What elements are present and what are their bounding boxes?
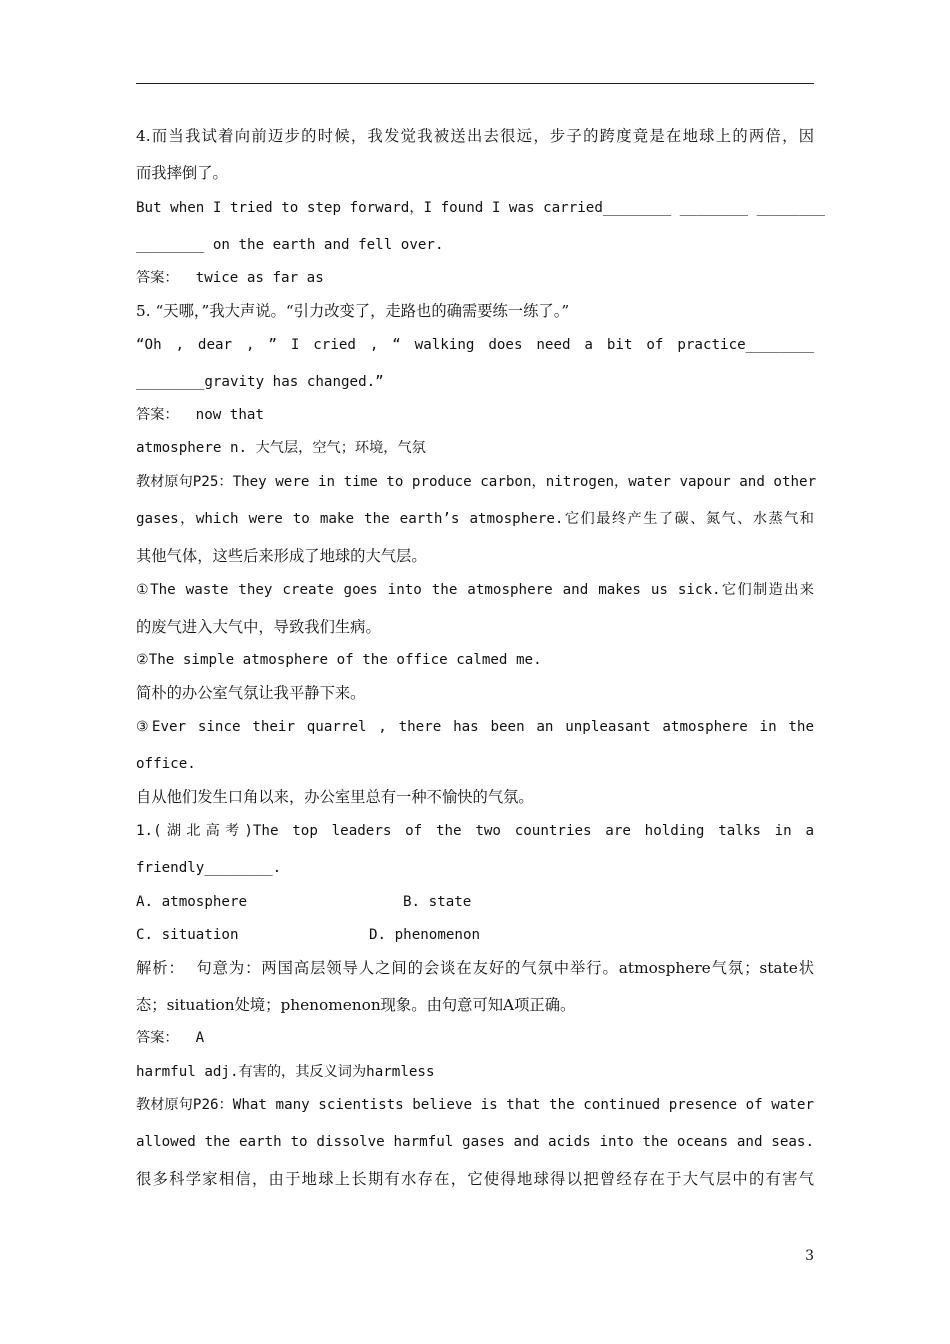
textbook-sentence-p25-cont: gases，which were to make the earth’s atmosphere.它们最终产生了碳、氮气、水蒸气和	[136, 511, 814, 527]
exercise-1-question-cont: friendly________.	[136, 860, 282, 876]
question-5-chinese: 5. “天哪，”我大声说。“引力改变了，走路也的确需要练一练了。”	[136, 302, 570, 320]
example-2: ②The simple atmosphere of the office calmed me.	[136, 652, 542, 668]
exercise-1-question: 1.(湖北高考)The top leaders of the two countries are holding talks in a	[136, 823, 814, 839]
example-1-cont: 的废气进入大气中，导致我们生病。	[136, 618, 381, 636]
option-c: C. situation	[136, 927, 239, 943]
answer-exercise-1: 答案： A	[136, 1030, 205, 1046]
option-a: A. atmosphere	[136, 894, 248, 910]
vocab-atmosphere-heading: atmosphere n. 大气层，空气；环境，气氛	[136, 440, 426, 456]
question-4-english: But when I tried to step forward，I found I was carried________ ________ ________	[136, 200, 825, 216]
textbook-sentence-p25-translation: 其他气体，这些后来形成了地球的大气层。	[136, 547, 427, 565]
textbook-sentence-p26: 教材原句P26：What many scientists believe is that the continued presence of water	[136, 1097, 814, 1113]
vocab-harmful-heading: harmful adj.有害的，其反义词为harmless	[136, 1064, 435, 1080]
header-rule	[136, 83, 814, 84]
example-2-translation: 简朴的办公室气氛让我平静下来。	[136, 684, 366, 702]
question-4-chinese: 4.而当我试着向前迈步的时候，我发觉我被送出去很远，步子的跨度竟是在地球上的两倍，因	[136, 127, 814, 145]
explanation: 解析： 句意为：两国高层领导人之间的会谈在友好的气氛中举行。atmosphere气氛；state状	[136, 959, 814, 977]
page-number: 3	[805, 1248, 814, 1264]
example-1: ①The waste they create goes into the atmosphere and makes us sick.它们制造出来	[136, 582, 814, 598]
option-b: B. state	[403, 894, 472, 910]
example-3-cont: office.	[136, 756, 196, 772]
example-3: ③Ever since their quarrel , there has been an unpleasant atmosphere in the	[136, 719, 814, 735]
question-4-english-cont: ________ on the earth and fell over.	[136, 237, 444, 253]
answer-5: 答案： now that	[136, 407, 264, 423]
textbook-sentence-p26-translation: 很多科学家相信，由于地球上长期有水存在，它使得地球得以把曾经存在于大气层中的有害气	[136, 1170, 814, 1188]
textbook-sentence-p26-cont: allowed the earth to dissolve harmful gases and acids into the oceans and seas.	[136, 1134, 814, 1150]
question-5-english: “Oh , dear , ” I cried , “ walking does need a bit of practice________	[136, 337, 814, 353]
textbook-sentence-p25: 教材原句P25：They were in time to produce carbon，nitrogen，water vapour and other	[136, 474, 817, 490]
explanation-cont: 态；situation处境；phenomenon现象。由句意可知A项正确。	[136, 996, 576, 1014]
question-5-english-cont: ________gravity has changed.”	[136, 374, 384, 390]
answer-4: 答案： twice as far as	[136, 270, 324, 286]
option-d: D. phenomenon	[369, 927, 481, 943]
question-4-chinese-cont: 而我摔倒了。	[136, 164, 228, 182]
example-3-translation: 自从他们发生口角以来，办公室里总有一种不愉快的气氛。	[136, 788, 534, 806]
